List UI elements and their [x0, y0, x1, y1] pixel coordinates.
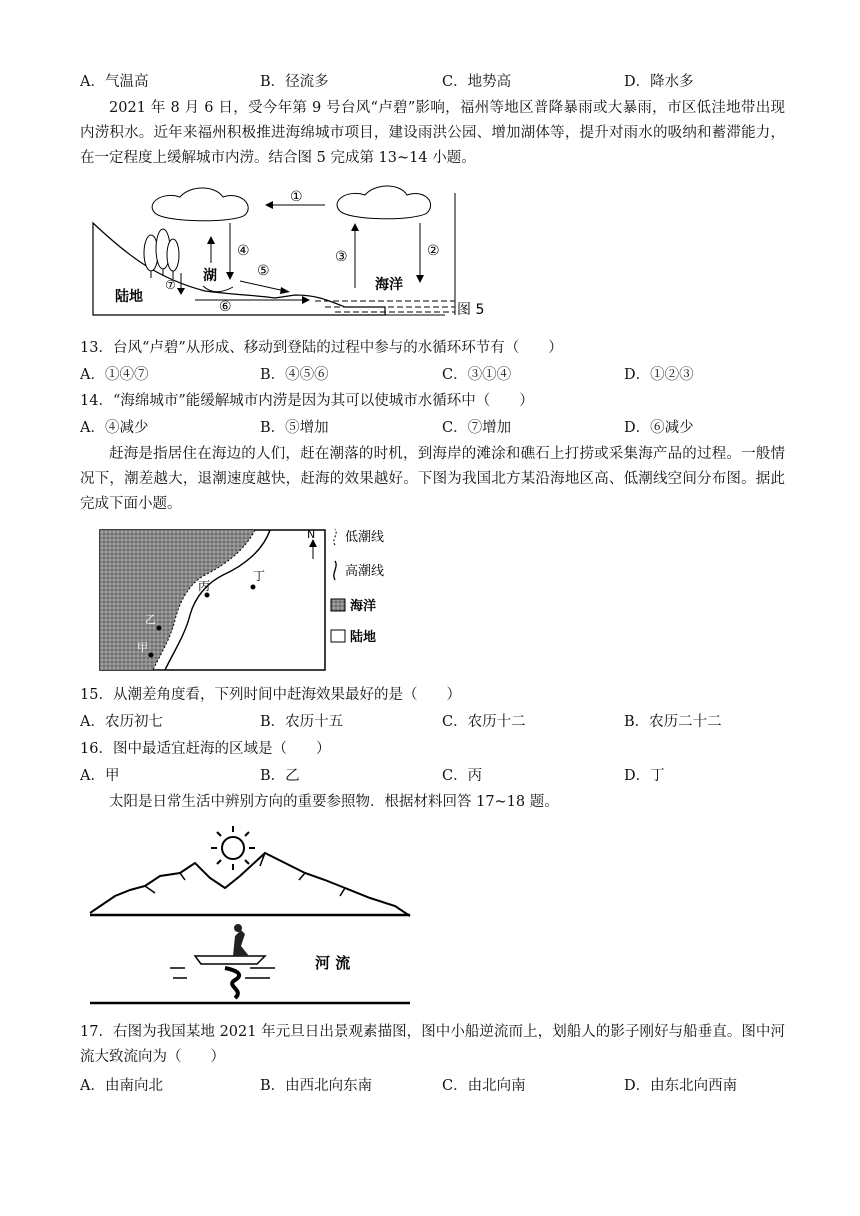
passage-sun-direction: 太阳是日常生活中辨别方向的重要参照物．根据材料回答 17~18 题。 [109, 794, 559, 810]
arrow-4-label: ④ [237, 243, 250, 259]
land-label: 陆地 [115, 289, 143, 305]
passage-tide: 赶海是指居住在海边的人们，赶在潮落的时机，到海岸的滩涂和礁石上打捞或采集海产品的过程。一般情况下，潮差越大，退潮速度越快，赶海的效果越好。下图为我国北方某沿海地区高、低潮线空间分布图。据此完成下面小题。 [80, 446, 785, 512]
q16-stem: 16．图中最适宜赶海的区域是（ ） [80, 741, 331, 757]
q12-option-b[interactable]: B．径流多 [260, 74, 329, 90]
tide-line-map [95, 525, 425, 675]
arrow-7-label: ⑦ [165, 278, 176, 292]
q17-option-a[interactable]: A．由南向北 [80, 1078, 163, 1094]
q14-option-d[interactable]: D．⑥减少 [624, 420, 694, 436]
legend-ocean: 海洋 [350, 599, 377, 614]
q16-option-b[interactable]: B．乙 [260, 768, 300, 784]
q15-stem: 15．从潮差角度看，下列时间中赶海效果最好的是（ ） [80, 687, 461, 703]
legend-low-tide: 低潮线 [345, 530, 385, 545]
q13-option-d[interactable]: D．①②③ [624, 367, 694, 383]
arrow-5-label: ⑤ [257, 263, 270, 279]
q14-option-c[interactable]: C．⑦增加 [442, 420, 512, 436]
point-jia: 甲 [137, 641, 148, 654]
q15-option-d[interactable]: B．农历二十二 [624, 714, 722, 730]
sun-icon [211, 826, 255, 870]
q17-stem: 17．右图为我国某地 2021 年元旦日出景观素描图，图中小船逆流而上，划船人的影子刚好与船垂直。图中河流大致流向为（ ） [80, 1024, 785, 1065]
q12-option-a[interactable]: A．气温高 [80, 74, 149, 90]
q13-option-a[interactable]: A．①④⑦ [80, 367, 149, 383]
figure-5-caption: 图 5 [457, 302, 485, 318]
q15-option-b[interactable]: B．农历十五 [260, 714, 344, 730]
q16-options [80, 764, 800, 786]
q14-option-b[interactable]: B．⑤增加 [260, 420, 329, 436]
q14-options [80, 416, 800, 438]
q12-option-c[interactable]: C．地势高 [442, 74, 512, 90]
lake-label: 湖 [203, 268, 217, 284]
q15-option-c[interactable]: C．农历十二 [442, 714, 526, 730]
q13-stem: 13．台风“卢碧”从形成、移动到登陆的过程中参与的水循环环节有（ ） [80, 340, 563, 356]
q15-options [80, 710, 800, 732]
q17-option-c[interactable]: C．由北向南 [442, 1078, 526, 1094]
q17-option-b[interactable]: B．由西北向东南 [260, 1078, 373, 1094]
figure-5-water-cycle [85, 183, 485, 318]
point-yi: 乙 [145, 613, 156, 626]
q16-option-d[interactable]: D．丁 [624, 768, 665, 784]
q13-options [80, 363, 800, 385]
arrow-6-label: ⑥ [219, 299, 232, 315]
river-label: 河 流 [315, 954, 351, 972]
arrow-2-label: ② [427, 243, 440, 259]
legend-high-tide: 高潮线 [345, 564, 385, 579]
legend-land: 陆地 [350, 630, 377, 645]
q15-option-a[interactable]: A．农历初七 [80, 714, 163, 730]
q12-options [80, 70, 800, 92]
q14-option-a[interactable]: A．④减少 [80, 420, 149, 436]
ocean-label: 海洋 [375, 277, 403, 293]
north-arrow: N [307, 528, 316, 541]
q13-option-c[interactable]: C．③①④ [442, 367, 512, 383]
sunrise-river-sketch [85, 818, 415, 1008]
point-ding: 丁 [253, 569, 266, 583]
q17-option-d[interactable]: D．由东北向西南 [624, 1078, 738, 1094]
point-bing: 丙 [198, 579, 211, 593]
q14-stem: 14．“海绵城市”能缓解城市内涝是因为其可以使城市水循环中（ ） [80, 393, 534, 409]
q12-option-d[interactable]: D．降水多 [624, 74, 694, 90]
arrow-3-label: ③ [335, 249, 348, 265]
q17-options [80, 1074, 800, 1096]
q16-option-c[interactable]: C．丙 [442, 768, 483, 784]
q13-option-b[interactable]: B．④⑤⑥ [260, 367, 329, 383]
arrow-1-label: ① [290, 189, 303, 205]
q16-option-a[interactable]: A．甲 [80, 768, 120, 784]
passage-typhoon: 2021 年 8 月 6 日，受今年第 9 号台风“卢碧”影响，福州等地区普降暴雨或大暴雨，市区低洼地带出现内涝积水。近年来福州积极推进海绵城市项目，建设雨洪公园、增加湖体等，提升对雨水的吸纳和蓄滞能力，在一定程度上缓解城市内涝。结合图 5 完成第 13~14 小题。 [80, 100, 785, 166]
